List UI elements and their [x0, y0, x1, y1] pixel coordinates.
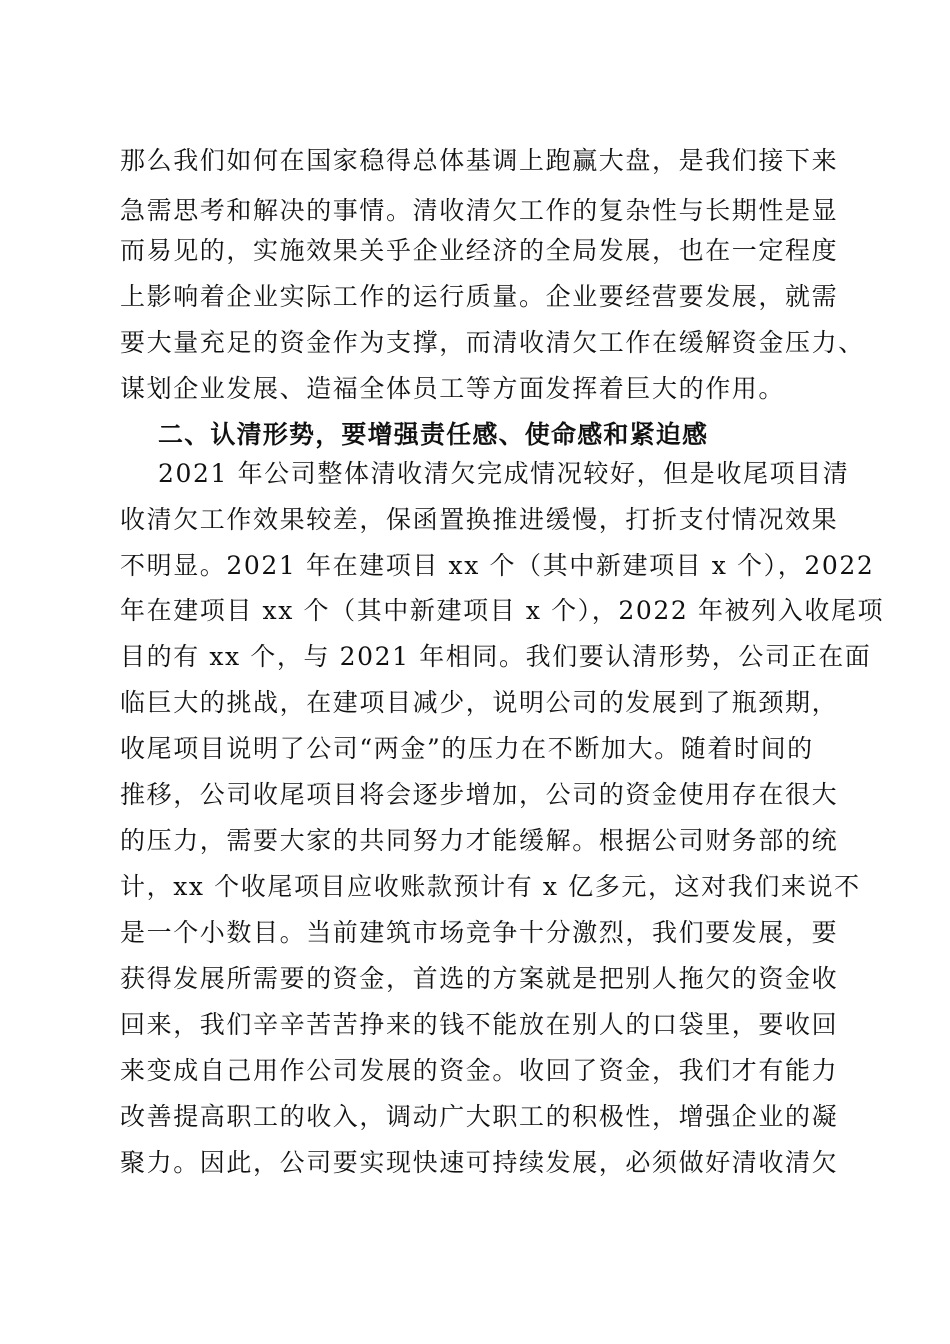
paragraph-line: 要大量充足的资金作为支撑，而清收清欠工作在缓解资金压力、	[120, 328, 865, 357]
paragraph-line: 年在建项目 xx 个（其中新建项目 x 个），2022 年被列入收尾项	[120, 596, 885, 625]
paragraph-line: 目的有 xx 个，与 2021 年相同。我们要认清形势，公司正在面	[120, 642, 872, 671]
paragraph-line: 的压力，需要大家的共同努力才能缓解。根据公司财务部的统	[120, 826, 839, 855]
paragraph-line: 谋划企业发展、造福全体员工等方面发挥着巨大的作用。	[120, 374, 786, 403]
paragraph-line: 而易见的，实施效果关乎企业经济的全局发展，也在一定程度	[120, 236, 839, 265]
section-heading: 二、认清形势，要增强责任感、使命感和紧迫感	[158, 420, 709, 449]
paragraph-line: 那么我们如何在国家稳得总体基调上跑赢大盘，是我们接下来	[120, 146, 839, 175]
paragraph-line: 收尾项目说明了公司“两金”的压力在不断加大。随着时间的	[120, 734, 814, 763]
paragraph-line: 获得发展所需要的资金，首选的方案就是把别人拖欠的资金收	[120, 964, 839, 993]
paragraph-line: 聚力。因此，公司要实现快速可持续发展，必须做好清收清欠	[120, 1148, 839, 1177]
paragraph-line: 计，xx 个收尾项目应收账款预计有 x 亿多元，这对我们来说不	[120, 872, 861, 901]
paragraph-line: 推移，公司收尾项目将会逐步增加，公司的资金使用存在很大	[120, 780, 839, 809]
paragraph-line: 急需思考和解决的事情。清收清欠工作的复杂性与长期性是显	[120, 196, 839, 225]
paragraph-line: 改善提高职工的收入，调动广大职工的积极性，增强企业的凝	[120, 1102, 839, 1131]
paragraph-line: 上影响着企业实际工作的运行质量。企业要经营要发展，就需	[120, 282, 839, 311]
paragraph-line: 回来，我们辛辛苦苦挣来的钱不能放在别人的口袋里，要收回	[120, 1010, 839, 1039]
paragraph-line: 来变成自己用作公司发展的资金。收回了资金，我们才有能力	[120, 1056, 839, 1085]
paragraph-line: 收清欠工作效果较差，保函置换推进缓慢，打折支付情况效果	[120, 505, 839, 534]
paragraph-line: 临巨大的挑战，在建项目减少，说明公司的发展到了瓶颈期，	[120, 688, 839, 717]
paragraph-line: 不明显。2021 年在建项目 xx 个（其中新建项目 x 个），2022	[120, 551, 875, 580]
paragraph-line: 2021 年公司整体清收清欠完成情况较好，但是收尾项目清	[158, 459, 850, 488]
paragraph-line: 是一个小数目。当前建筑市场竞争十分激烈，我们要发展，要	[120, 918, 839, 947]
